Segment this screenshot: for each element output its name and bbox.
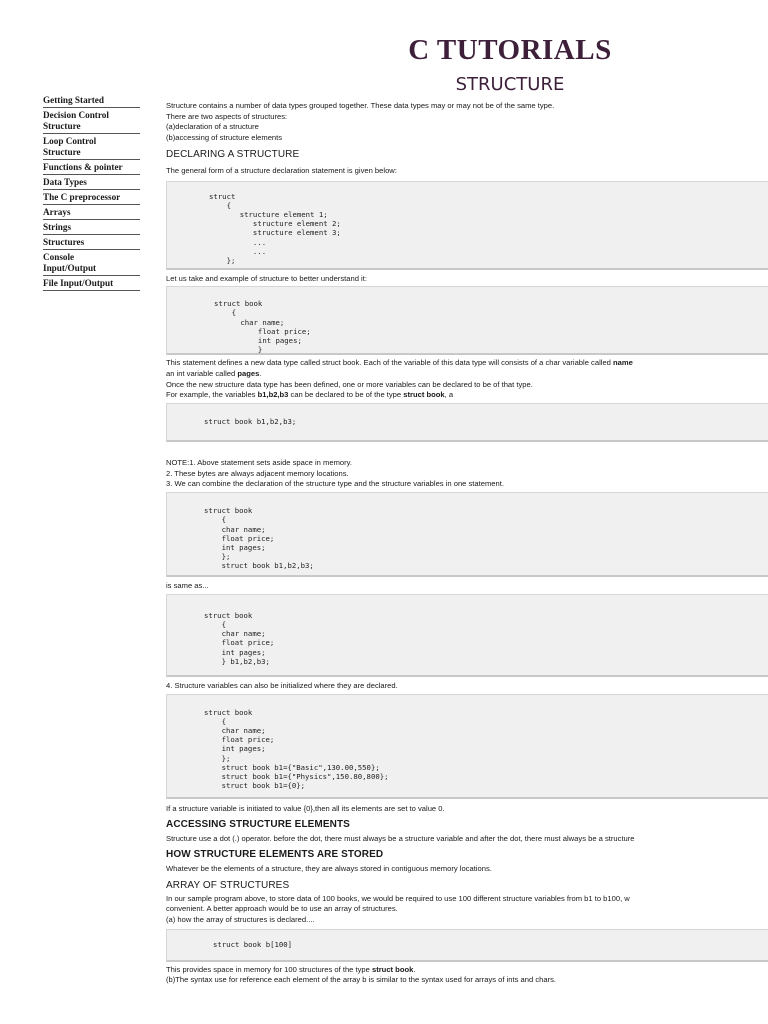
code-text: struct book b[100] xyxy=(213,939,293,949)
paragraph xyxy=(166,390,768,401)
note-line: NOTE:1. Above statement sets aside space in memory. xyxy=(166,458,352,468)
text: . xyxy=(259,368,262,378)
example-intro-text: Let us take and example of structure to better understand it: xyxy=(166,273,367,283)
sidebar-nav-link[interactable] xyxy=(43,134,140,160)
code-block xyxy=(166,403,768,442)
text: , a xyxy=(444,390,454,400)
paragraph: Once the new structure data type has been defined, one or more variables can be declared to be of that type. xyxy=(166,379,533,389)
paragraph xyxy=(166,965,768,976)
note-line: 4. Structure variables can also be initialized where they are declared. xyxy=(166,680,398,690)
sidebar-nav-link[interactable] xyxy=(43,205,140,220)
sidebar-nav-link-text: Arrays xyxy=(43,207,71,217)
note-line: 2. These bytes are always adjacent memory locations. xyxy=(166,468,349,478)
sidebar-nav-link-text: Console xyxy=(43,252,75,262)
paragraph: (a) how the array of structures is declared.... xyxy=(166,915,315,925)
sidebar-nav-link[interactable] xyxy=(43,190,140,205)
sidebar-nav-link-text: Structure xyxy=(43,147,81,157)
site-title: C TUTORIALS xyxy=(408,34,612,66)
sidebar-nav-link[interactable] xyxy=(43,235,140,250)
code-text: struct { structure element 1; structure element 2; structure element 3; ... ... }; xyxy=(209,191,341,265)
sidebar-nav-link-text: Loop Control xyxy=(43,136,97,146)
sidebar-nav-link-text: Structures xyxy=(43,237,85,247)
text: This provides space in memory for 100 structures of the type xyxy=(166,964,372,974)
code-block xyxy=(166,594,768,677)
text: This statement defines a new data type called struct book. Each of the variable of this data type will consists of a char variable called xyxy=(166,358,614,368)
sidebar-nav-link[interactable] xyxy=(43,175,140,190)
sidebar-nav-link-text: File Input/Output xyxy=(43,278,114,288)
sidebar-nav-link[interactable] xyxy=(43,93,140,108)
paragraph: convenient. A better approach would be to use an array of structures. xyxy=(166,904,398,914)
intro-line: (b)accessing of structure elements xyxy=(166,133,283,143)
sidebar-nav-link[interactable] xyxy=(43,250,140,276)
text: can be declared to be of the type xyxy=(288,390,404,400)
sidebar-nav-link-text: Getting Started xyxy=(43,95,104,105)
intro-line: (a)declaration of a structure xyxy=(166,122,259,132)
note-line: 3. We can combine the declaration of the structure type and the structure variables in one statement. xyxy=(166,479,504,489)
section-heading-accessing: ACCESSING STRUCTURE ELEMENTS xyxy=(166,819,350,831)
bold-text: pages xyxy=(237,368,260,378)
sidebar-nav-link[interactable] xyxy=(43,108,140,134)
code-block xyxy=(166,694,768,799)
section-heading-array: ARRAY OF STRUCTURES xyxy=(166,879,290,891)
intro-line: Structure contains a number of data types grouped together. These data types may or may not be of the same type. xyxy=(166,101,555,110)
text: . xyxy=(413,964,416,974)
sidebar-nav-link-text: The C preprocessor xyxy=(43,192,121,202)
section-heading-stored: HOW STRUCTURE ELEMENTS ARE STORED xyxy=(166,848,384,860)
bold-text: b1,b2,b3 xyxy=(257,390,289,400)
bold-text: struct book xyxy=(403,390,445,400)
bold-text: name xyxy=(613,358,633,368)
paragraph xyxy=(166,358,768,369)
paragraph: Structure use a dot (.) operator. before the dot, there must always be a structure variable and after the dot, there must always be a structure xyxy=(166,834,635,844)
same-as-text: is same as... xyxy=(166,581,209,591)
sidebar-nav-link-text: Functions & pointer xyxy=(43,162,123,172)
sidebar-nav-link-text: Structure xyxy=(43,121,81,131)
paragraph xyxy=(166,369,768,380)
main-content xyxy=(166,101,768,986)
code-block xyxy=(166,492,768,577)
intro-line: There are two aspects of structures: xyxy=(166,111,288,121)
sidebar-nav-link-text: Strings xyxy=(43,222,72,232)
sidebar-nav-link-text: Input/Output xyxy=(43,263,97,273)
code-text: struct book { char name; float price; int pages; } b1,b2,b3; xyxy=(204,610,275,666)
paragraph: (b)The syntax use for reference each element of the array b is similar to the syntax used for arrays of ints and chars. xyxy=(166,975,556,985)
paragraph: In our sample program above, to store data of 100 books, we would be required to use 100 different structure variables from b1 to b100, w xyxy=(166,893,630,903)
page-title: STRUCTURE xyxy=(455,74,565,95)
code-text: struct book { char name; float price; int pages; }; struct book b1={"Basic",130.00,550}; struct book b1={"Physics",150.80,800}; struct book b1={0}; xyxy=(204,707,389,791)
code-text: struct book b1,b2,b3; xyxy=(204,417,297,427)
general-form-text: The general form of a structure declaration statement is given below: xyxy=(166,165,397,175)
section-heading-declaring: DECLARING A STRUCTURE xyxy=(166,148,300,160)
bold-text: struct book xyxy=(371,964,414,974)
code-text: struct book { char name; float price; int pages; }; struct book b1,b2,b3; xyxy=(204,506,314,571)
text: an int variable called xyxy=(166,368,238,378)
code-block xyxy=(166,286,768,355)
sidebar-nav-link[interactable] xyxy=(43,220,140,235)
text: For example, the variables xyxy=(166,390,258,400)
zero-init-note: If a structure variable is initiated to value {0},then all its elements are set to value 0. xyxy=(166,803,445,813)
paragraph: Whatever be the elements of a structure, they are always stored in contiguous memory locations. xyxy=(166,863,492,873)
code-block xyxy=(166,181,768,270)
sidebar-nav-link-text: Decision Control xyxy=(43,110,109,120)
sidebar-nav-link[interactable] xyxy=(43,276,140,291)
sidebar-nav-link-text: Data Types xyxy=(43,177,87,187)
sidebar-nav xyxy=(43,93,140,291)
code-text: struct book { char name; float price; int pages; } xyxy=(214,299,311,355)
code-block xyxy=(166,929,768,962)
sidebar-nav-link[interactable] xyxy=(43,160,140,175)
